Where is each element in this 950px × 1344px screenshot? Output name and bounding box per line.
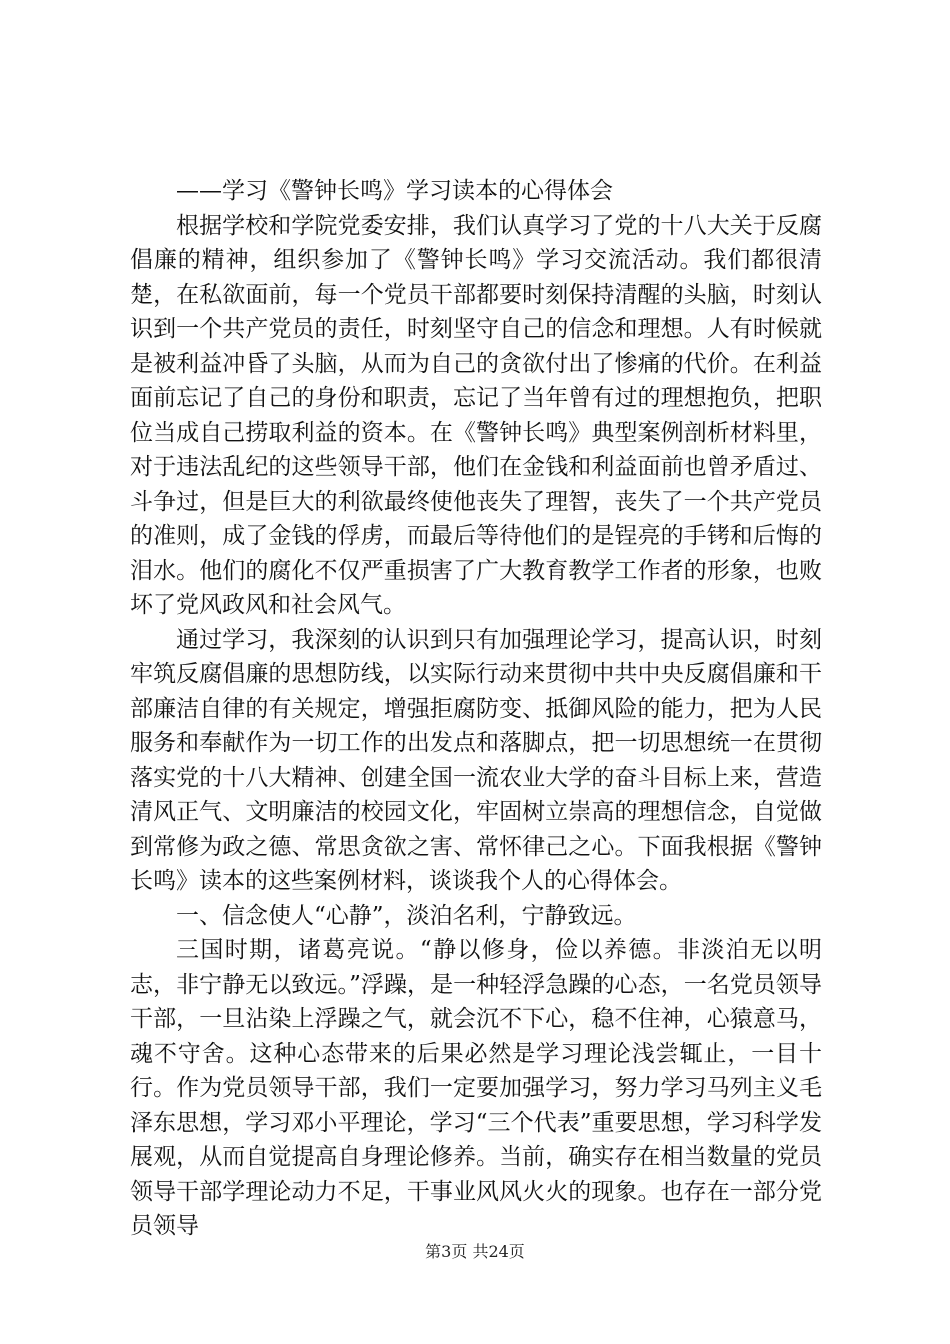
- page-footer: 第3页 共24页: [425, 1242, 525, 1261]
- paragraph-understanding: 通过学习，我深刻的认识到只有加强理论学习，提高认识，时刻牢筑反腐倡廉的思想防线，以实际行动来贯彻中共中央反腐倡廉和干部廉洁自律的有关规定，增强拒腐防变、抵御风险的能力，把为人民服务和奉献作为一切工作的出发点和落脚点，把一切思想统一在贯彻落实党的十八大精神、创建全国一流农业大学的奋斗目标上来，营造清风正气、文明廉洁的校园文化，牢固树立崇高的理想信念，自觉做到常修为政之德、常思贪欲之害、常怀律己之心。下面我根据《警钟长鸣》读本的这些案例材料，谈谈我个人的心得体会。: [130, 626, 822, 894]
- section-heading-1: 一、信念使人“心静”，淡泊名利，宁静致远。: [176, 902, 637, 929]
- paragraph-section-1: 三国时期，诸葛亮说。“静以修身，俭以养德。非淡泊无以明志，非宁静无以致远。”浮躁，是一种轻浮急躁的心态，一名党员领导干部，一旦沾染上浮躁之气，就会沉不下心，稳不住神，心猿意马，魂不守舍。这种心态带来的后果必然是学习理论浅尝辄止，一目十行。作为党员领导干部，我们一定要加强学习，努力学习马列主义毛泽东思想，学习邓小平理论，学习“三个代表”重要思想，学习科学发展观，从而自觉提高自身理论修养。当前，确实存在相当数量的党员领导干部学理论动力不足，干事业风风火火的现象。也存在一部分党员领导: [130, 937, 822, 1239]
- document-subtitle: ——学习《警钟长鸣》学习读本的心得体会: [176, 178, 613, 204]
- paragraph-intro: 根据学校和学院党委安排，我们认真学习了党的十八大关于反腐倡廉的精神，组织参加了《警钟长鸣》学习交流活动。我们都很清楚，在私欲面前，每一个党员干部都要时刻保持清醒的头脑，时刻认识到一个共产党员的责任，时刻坚守自己的信念和理想。人有时候就是被利益冲昏了头脑，从而为自己的贪欲付出了惨痛的代价。在利益面前忘记了自己的身份和职责，忘记了当年曾有过的理想抱负，把职位当成自己捞取利益的资本。在《警钟长鸣》典型案例剖析材料里，对于违法乱纪的这些领导干部，他们在金钱和利益面前也曾矛盾过、斗争过，但是巨大的利欲最终使他丧失了理智，丧失了一个共产党员的准则，成了金钱的俘虏，而最后等待他们的是锃亮的手铐和后悔的泪水。他们的腐化不仅严重损害了广大教育教学工作者的形象，也败坏了党风政风和社会风气。: [130, 212, 822, 618]
- document-body: [130, 174, 822, 1244]
